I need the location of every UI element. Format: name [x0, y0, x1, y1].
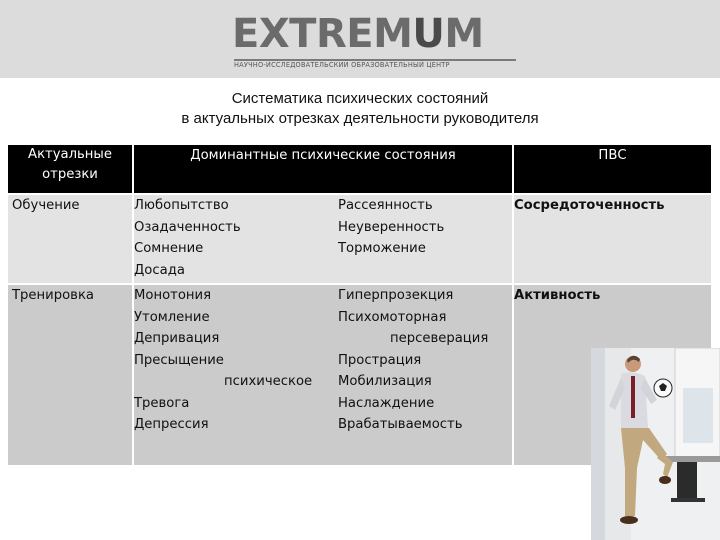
- state-item: Рассеянность: [338, 198, 433, 213]
- state-item: Неуверенность: [338, 219, 445, 235]
- state-item: Прострация: [338, 352, 422, 368]
- extremum-logo: [232, 11, 518, 72]
- segment-name: Тренировка: [8, 284, 133, 465]
- logo-wordmark: EXTREMUM: [232, 11, 484, 57]
- state-item: Досада: [134, 262, 185, 278]
- state-item: Депрессия: [134, 417, 209, 432]
- table-row: [8, 194, 711, 284]
- state-item: Озадаченность: [134, 219, 241, 235]
- slide-title-line2: в актуальных отрезках деятельности руководителя: [181, 110, 539, 127]
- pvs-value: Активность: [513, 284, 711, 465]
- states-column-a: [133, 284, 338, 465]
- state-item: Депривация: [134, 331, 220, 346]
- states-column-b: [338, 194, 513, 284]
- state-item: Любопытство: [134, 198, 229, 213]
- header-pvs: ПВС: [513, 145, 711, 194]
- segment-name: Обучение: [8, 194, 133, 284]
- state-item: Мобилизация: [338, 374, 432, 389]
- table-header-row: [8, 145, 711, 194]
- slide-title-line1: Систематика психических состояний: [231, 90, 489, 107]
- state-item: Пресыщение: [134, 352, 224, 368]
- state-item: Сомнение: [134, 241, 204, 256]
- state-item: Торможение: [338, 241, 426, 256]
- state-item: Утомление: [134, 309, 210, 325]
- state-item: Монотония: [134, 288, 212, 303]
- states-column-b: [338, 284, 513, 465]
- logo-subtitle: НАУЧНО-ИССЛЕДОВАТЕЛЬСКИЙ ОБРАЗОВАТЕЛЬНЫЙ ЦЕНТР: [234, 61, 450, 69]
- businessman-photo: [591, 348, 720, 540]
- pvs-value: Сосредоточенность: [513, 194, 711, 284]
- state-item: Гиперпрозекция: [338, 288, 454, 303]
- state-item: Врабатываемость: [338, 417, 463, 432]
- state-item: Психомоторная: [338, 309, 447, 325]
- state-item: персеверация: [390, 331, 489, 346]
- state-item: Тревога: [134, 395, 190, 411]
- header-dominant-states: Доминантные психические состояния: [133, 145, 513, 194]
- state-item: психическое: [224, 374, 313, 389]
- header-actual-segments: Актуальные отрезки: [8, 145, 133, 194]
- state-item: Наслаждение: [338, 395, 435, 411]
- states-column-a: [133, 194, 338, 284]
